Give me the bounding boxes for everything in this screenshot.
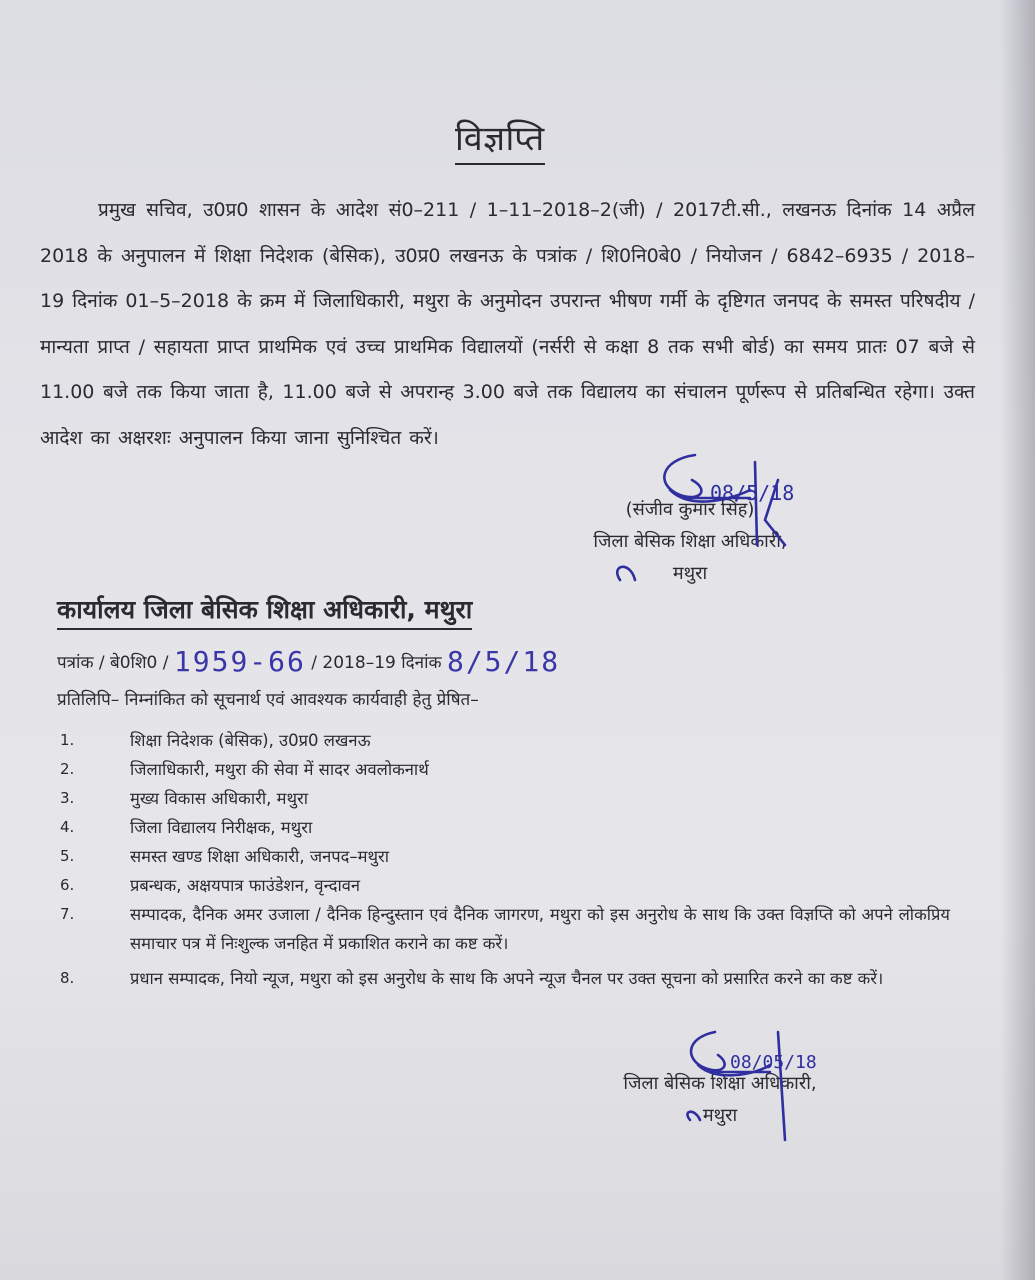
copy-to-line: प्रतिलिपि– निम्नांकित को सूचनार्थ एवं आवश्यक कार्यवाही हेतु प्रेषित– [57, 690, 479, 710]
second-signature-date: 08/05/18 [730, 1052, 817, 1073]
list-item: 8. प्रधान सम्पादक, नियो न्यूज, मथुरा को इस अनुरोध के साथ कि अपने न्यूज चैनल पर उक्त सूचना को प्रसारित करने का कष्ट करें। [60, 969, 884, 988]
first-signatory-name: (संजीव कुमार सिंह) [625, 499, 755, 520]
notice-title: विज्ञप्ति [455, 118, 545, 165]
page-fold-shadow [1000, 0, 1035, 1280]
first-signatory-designation: जिला बेसिक शिक्षा अधिकारी, [593, 531, 787, 552]
first-signature-date: 08/5/18 [710, 481, 795, 505]
first-signatory-block [540, 494, 840, 590]
reference-line [57, 645, 561, 678]
reference-number-handwritten: 1959-66 [173, 645, 306, 678]
list-item: 5. समस्त खण्ड शिक्षा अधिकारी, जनपद–मथुरा [60, 847, 390, 866]
first-signatory-place: मथुरा [672, 563, 708, 584]
second-signatory-place: मथुरा [702, 1105, 738, 1126]
list-item: 2. जिलाधिकारी, मथुरा की सेवा में सादर अवलोकनार्थ [60, 760, 429, 779]
second-signatory-block [590, 1068, 850, 1132]
second-signatory-designation: जिला बेसिक शिक्षा अधिकारी, [623, 1073, 817, 1094]
office-heading: कार्यालय जिला बेसिक शिक्षा अधिकारी, मथुरा [57, 594, 472, 630]
list-item: 6. प्रबन्धक, अक्षयपात्र फाउंडेशन, वृन्दावन [60, 876, 361, 895]
list-item: 1. शिक्षा निदेशक (बेसिक), उ0प्र0 लखनऊ [60, 731, 371, 750]
reference-date-handwritten: 8/5/18 [446, 645, 561, 678]
list-item: 4. जिला विद्यालय निरीक्षक, मथुरा [60, 818, 313, 837]
recipient-list [60, 726, 950, 993]
reference-year: / 2018–19 दिनांक [311, 653, 442, 673]
notice-body: प्रमुख सचिव, उ0प्र0 शासन के आदेश सं0–211 / 1–11–2018–2(जी) / 2017टी.सी., लखनऊ दिनांक 14 अप्रैल 2018 के अनुपालन में शिक्षा निदेशक (बेसिक), उ0प्र0 लखनऊ के पत्रांक / शि0नि0बे0 / नियोजन / 6842–6935 / 2018–19 दिनांक 01–5–2018 के क्रम में जिलाधिकारी, मथुरा के अनुमोदन उपरान्त भीषण गर्मी के दृष्टिगत जनपद के समस्त परिषदीय / मान्यता प्राप्त / सहायता प्राप्त प्राथमिक एवं उच्च प्राथमिक विद्यालयों (नर्सरी से कक्षा 8 तक सभी बोर्ड) का समय प्रातः 07 बजे से 11.00 बजे तक किया जाता है, 11.00 बजे से अपरान्ह 3.00 बजे तक विद्यालय का संचालन पूर्णरूप से प्रतिबन्धित रहेगा। उक्त आदेश का अक्षरशः अनुपालन किया जाना सुनिश्चित करें। [40, 199, 975, 449]
reference-prefix: पत्रांक / बे0शि0 / [57, 653, 169, 673]
list-item: 7. सम्पादक, दैनिक अमर उजाला / दैनिक हिन्दुस्तान एवं दैनिक जागरण, मथुरा को इस अनुरोध के साथ कि उक्त विज्ञप्ति को अपने लोकप्रिय समाचार पत्र में निःशुल्क जनहित में प्रकाशित कराने का कष्ट करें। [60, 905, 950, 953]
list-item: 3. मुख्य विकास अधिकारी, मथुरा [60, 789, 309, 808]
